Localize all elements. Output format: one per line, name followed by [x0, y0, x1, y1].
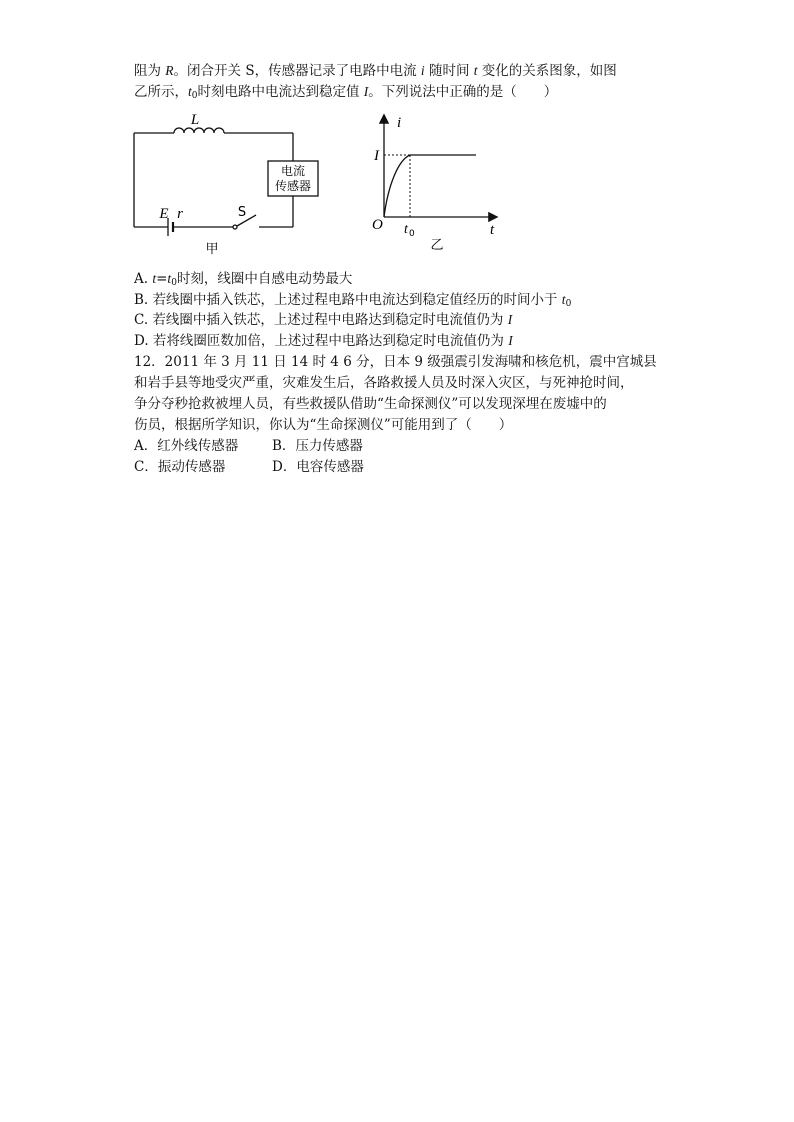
option-text: 时刻，线圈中自感电动势最大 — [176, 271, 353, 287]
subscript: 0 — [191, 91, 198, 101]
symbol-I: I — [363, 84, 369, 99]
q12-option-b: B．压力传感器 — [272, 438, 363, 454]
sensor-label-line1: 电流 — [280, 164, 306, 178]
intro-line-2 — [134, 82, 557, 106]
symbol-I: I — [507, 312, 513, 327]
q12-option-c: C．振动传感器 — [134, 459, 226, 475]
text-segment: 随时间 — [424, 63, 474, 79]
q12-line-4: 伤员，根据所学知识，你认为“生命探测仪”可能用到了（ ） — [134, 417, 513, 433]
symbol-t: t — [152, 271, 157, 286]
symbol-t0: t — [561, 292, 566, 307]
q12-line-2: 和岩手县等地受灾严重，灾难发生后，各路救援人员及时深入灾区，与死神抢时间， — [134, 375, 634, 391]
option-text: D. 若将线圈匝数加倍，上述过程中电路达到稳定时电流值仍为 — [134, 333, 509, 349]
q12-option-a: A．红外线传感器 — [134, 438, 239, 454]
x-axis-label: t — [490, 222, 495, 238]
inductor-coil — [174, 128, 224, 133]
origin-label: O — [372, 217, 383, 233]
t0-label: t — [404, 222, 408, 237]
resistance-label: r — [177, 206, 183, 222]
steady-value-label: I — [374, 148, 379, 164]
symbol-t: t — [473, 63, 478, 78]
q12-line-3: 争分夺秒抢救被埋人员，有些救援队借助“生命探测仪”可以发现深埋在废墟中的 — [134, 396, 607, 412]
t0-subscript: 0 — [409, 229, 415, 239]
option-text: C. 若线圈中插入铁芯，上述过程中电路达到稳定时电流值仍为 — [134, 312, 508, 328]
text-segment: 乙所示， — [134, 84, 188, 100]
option-text: B. 若线圈中插入铁芯，上述过程电路中电流达到稳定值经历的时间小于 — [134, 292, 562, 308]
text-segment: 阻为 — [134, 63, 166, 79]
equals-sign: = — [156, 271, 168, 287]
q12-line-1: 12．2011 年 3 月 11 日 14 时 4 6 分，日本 9 级强震引发海啸和核危机，震中宫城县 — [134, 354, 657, 370]
sensor-label-line2: 传感器 — [274, 179, 312, 193]
circuit-caption: 甲 — [205, 242, 219, 257]
q12-options-row-1 — [134, 436, 363, 456]
switch-label: S — [237, 205, 247, 220]
current-curve — [384, 155, 476, 217]
symbol-R: R — [165, 63, 174, 78]
graph-caption: 乙 — [430, 238, 444, 253]
circuit-diagram — [120, 106, 320, 258]
y-axis-label: i — [397, 115, 402, 131]
switch-contact-left — [233, 225, 237, 229]
q12-options-row-2 — [134, 457, 364, 477]
inductor-label: L — [190, 112, 200, 128]
option-text: A. — [134, 271, 153, 287]
symbol-i: i — [420, 63, 425, 78]
q11-option-d — [134, 331, 513, 351]
symbol-t0: t — [188, 84, 192, 99]
symbol-t0: t — [167, 271, 172, 286]
subscript: 0 — [565, 299, 572, 309]
subscript: 0 — [171, 278, 177, 288]
emf-label: E — [159, 206, 169, 222]
text-segment: 时刻电路中电流达到稳定值 — [197, 84, 364, 100]
intro-line-1 — [134, 61, 617, 81]
text-segment: 变化的关系图象，如图 — [477, 63, 617, 79]
q12-option-d: D．电容传感器 — [272, 459, 364, 475]
text-segment: 。闭合开关 S，传感器记录了电路中电流 — [173, 63, 421, 79]
current-time-graph — [364, 106, 514, 258]
q11-option-c — [134, 310, 512, 330]
symbol-I: I — [508, 333, 513, 348]
text-segment: 。下列说法中正确的是（ ） — [368, 84, 558, 100]
